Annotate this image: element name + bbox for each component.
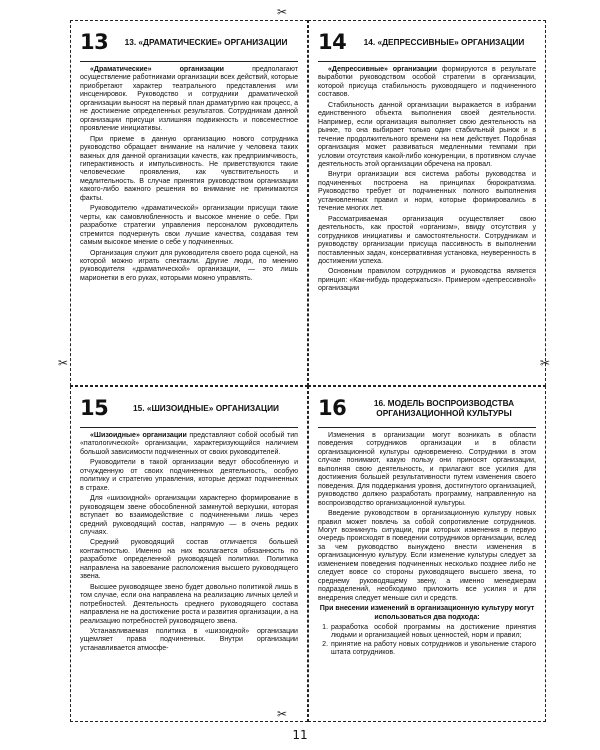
- scissors-icon: ✂: [277, 5, 288, 19]
- divider: [318, 427, 536, 428]
- paragraph: Стабильность данной организации выражается в избрании единственного объекта выполнения своей деятельности. Например, если организация выполняет свою деятельность на рынке, то она выбирает только один стабильный рынок и в течение продолжительного времени на нем действует. Подобная организация может развиваться медленными темпами при условии отсутствия какой-либо конкуренции, в противном случае деятельность этой организации обречена на провал.: [318, 101, 536, 168]
- paragraph: Рассматриваемая организация осуществляет свою деятельность, как простой «организм», ввиду отсутствия у сотрудников инициативы и самостоятельности. Сотрудникам и руководству организации присуща пассивность в выполнении поставленных задач, консервативная установка, неуверенность в достижении успеха.: [318, 215, 536, 265]
- paragraph: [80, 66, 298, 134]
- paragraph: Высшее руководящее звено будет довольно политикой лишь в том случае, если она направлена на реализацию личных целей и потребностей. Деятельность среднего руководящего состава направлена не на достижение роста и развития организации, а на реализацию потребностей руководящего звена.: [80, 583, 298, 625]
- paragraph-text: формируются в результате выработки руководством особой стратегии в организации, которой присуща стабильность руководящего и подчиненного составов.: [318, 66, 536, 99]
- card-number: 13: [80, 30, 109, 54]
- paragraph: Руководителю «драматической» организации присущи такие черты, как самовлюбленность и высокое мнение о себе. При разработке стратегии управления персоналом руководитель стремится подчеркнуть свои лучшие качества, создавая тем самым высокое мнение о себе у подчиненных.: [80, 205, 298, 247]
- paragraph: Внутри организации вся система работы руководства и подчиненных построена на принципах бюрократизма. Руководство требует от подчиненных полного выполнения установленных правил и норм, которые формировались в течение многих лет.: [318, 171, 536, 213]
- card-header: [318, 393, 536, 423]
- lead-term: «Драматические» организации: [90, 66, 224, 73]
- list-item: 1. разработка особой программы на достижение принятия людьми и организацией новых ценностей, норм и правил;: [330, 624, 536, 641]
- scissors-icon: ✂: [58, 356, 69, 370]
- paragraph: Организация служит для руководителя своего рода сценой, на которой можно играть спектакли. Другие люди, по мнению руководителя «драматической» организации, — это лишь марионетки в его руках, которыми можно управлять.: [80, 249, 298, 282]
- paragraph-text: предполагают осуществление работниками организации всех действий, которые приобретают характер театрального представления или инсценировок. Руководство и сотрудники драматической организации выносят на первый план драматургию как процесс, а не достижение определенных результатов. Сотрудникам данной организации присущи излишняя подвижность и повсеместное проявление инициативы.: [80, 66, 299, 133]
- paragraph: Руководители в такой организации ведут обособленную и отчужденную от своих подчиненных деятельность, особую политику и стратегию управления, которые держат подчиненных в страхе.: [80, 459, 298, 492]
- card-header: [80, 393, 298, 423]
- paragraph: Изменения в организации могут возникать в области поведения сотрудников организации и в области организационной культуры одновременно. Сотрудники в этом случае понимают, какую пользу они приносят организации, выполняя свою деятельность, и прилагают все усилия для достижения большей результативности путем изменения своего поведения. Для поддержания уровня, достигнутого организацией, руководство должно разработать программу, направленную на воспроизводство организационной культуры.: [318, 432, 536, 507]
- card-15: [70, 386, 308, 722]
- divider: [80, 61, 298, 62]
- approaches-heading: При внесении изменений в организационную культуру могут использоваться два подхода:: [319, 605, 535, 621]
- page-number: 11: [292, 728, 308, 742]
- card-body: [80, 66, 298, 283]
- card-header: [318, 27, 536, 57]
- paragraph: [318, 66, 536, 100]
- paragraph-text: представляют собой особый тип «патологической» организации, характеризующийся наличием большой зависимости подчиненных от своих руководителей.: [80, 432, 299, 456]
- list-item: 2. принятие на работу новых сотрудников и увольнение старого штата сотрудников.: [330, 641, 536, 658]
- paragraph: Средний руководящий состав отличается большей контактностью. Именно на них возлагается обязанность по разработке определенной руководящей политики. Политика направлена на завоевание расположения высшего руководящего звена.: [80, 539, 298, 581]
- scissors-icon: ✂: [540, 356, 551, 370]
- paragraph: При приеме в данную организацию нового сотрудника руководство обращает внимание на наличие у человека таких важных для данной организации качеств, как предприимчивость, гиперактивность и импульсивность. Не приветствуются такие человеческие проявления, как чувствительность и медлительность. В случае принятия руководством организации какого-либо важного решения во внимание не принимаются факты.: [80, 135, 298, 202]
- card-number: 15: [80, 396, 109, 420]
- card-number: 14: [318, 30, 347, 54]
- approaches-list: [318, 624, 536, 658]
- paragraph: Для «шизоидной» организации характерно формирование в руководящем звене обособленной замкнутой верхушки, которая вступает во взаимодействие с подчиненными лишь через средний руководящий состав, напрямую — в очень редких случаях.: [80, 495, 298, 536]
- card-13: [70, 20, 308, 386]
- card-header: [80, 27, 298, 57]
- divider: [318, 61, 536, 62]
- page-sheet: [70, 20, 546, 722]
- lead-term: «Шизоидные» организации: [90, 432, 187, 439]
- card-body: [318, 432, 536, 658]
- card-16: [308, 386, 546, 722]
- divider: [80, 427, 298, 428]
- lead-term: «Депрессивные» организации: [328, 66, 438, 73]
- card-body: [318, 66, 536, 294]
- paragraph: Введение руководством в организационную культуру новых правил может повлечь за собой сопротивление сотрудников. Могут возникнуть ситуации, при которых изменения в первую очередь происходят в поведении сотрудников организации, вслед за чем руководство вынуждено внести изменения в организационную культуру. Если изменение культуры следует за изменением поведения подчиненных несколько позднее либо не следует вовсе со стороны руководящего высшего звена, то среднему руководящему звену, а именно менеджерам подразделений, необходимо приложить все усилия и для внедрения следует меньше сил и средств.: [318, 510, 536, 602]
- paragraph: [80, 432, 298, 457]
- card-14: [308, 20, 546, 386]
- card-number: 16: [318, 396, 347, 420]
- scissors-icon: ✂: [277, 707, 288, 721]
- card-body: [80, 432, 298, 653]
- paragraph: Основным правилом сотрудников и руководства является принцип: «Как-нибудь продержаться». Примером «депрессивной» организации: [318, 268, 536, 293]
- card-title: 13. «ДРАМАТИЧЕСКИЕ» ОРГАНИЗАЦИИ: [124, 36, 288, 47]
- card-title: 14. «ДЕПРЕССИВНЫЕ» ОРГАНИЗАЦИИ: [363, 36, 525, 47]
- card-title: 16. МОДЕЛЬ ВОСПРОИЗВОДСТВА ОРГАНИЗАЦИОННОЙ КУЛЬТУРЫ: [373, 397, 515, 418]
- paragraph: Устанавливаемая политика в «шизоидной» организации ущемляет права подчиненных. Внутри организации устанавливается атмосфе-: [80, 627, 298, 652]
- card-title: 15. «ШИЗОИДНЫЕ» ОРГАНИЗАЦИИ: [132, 402, 280, 413]
